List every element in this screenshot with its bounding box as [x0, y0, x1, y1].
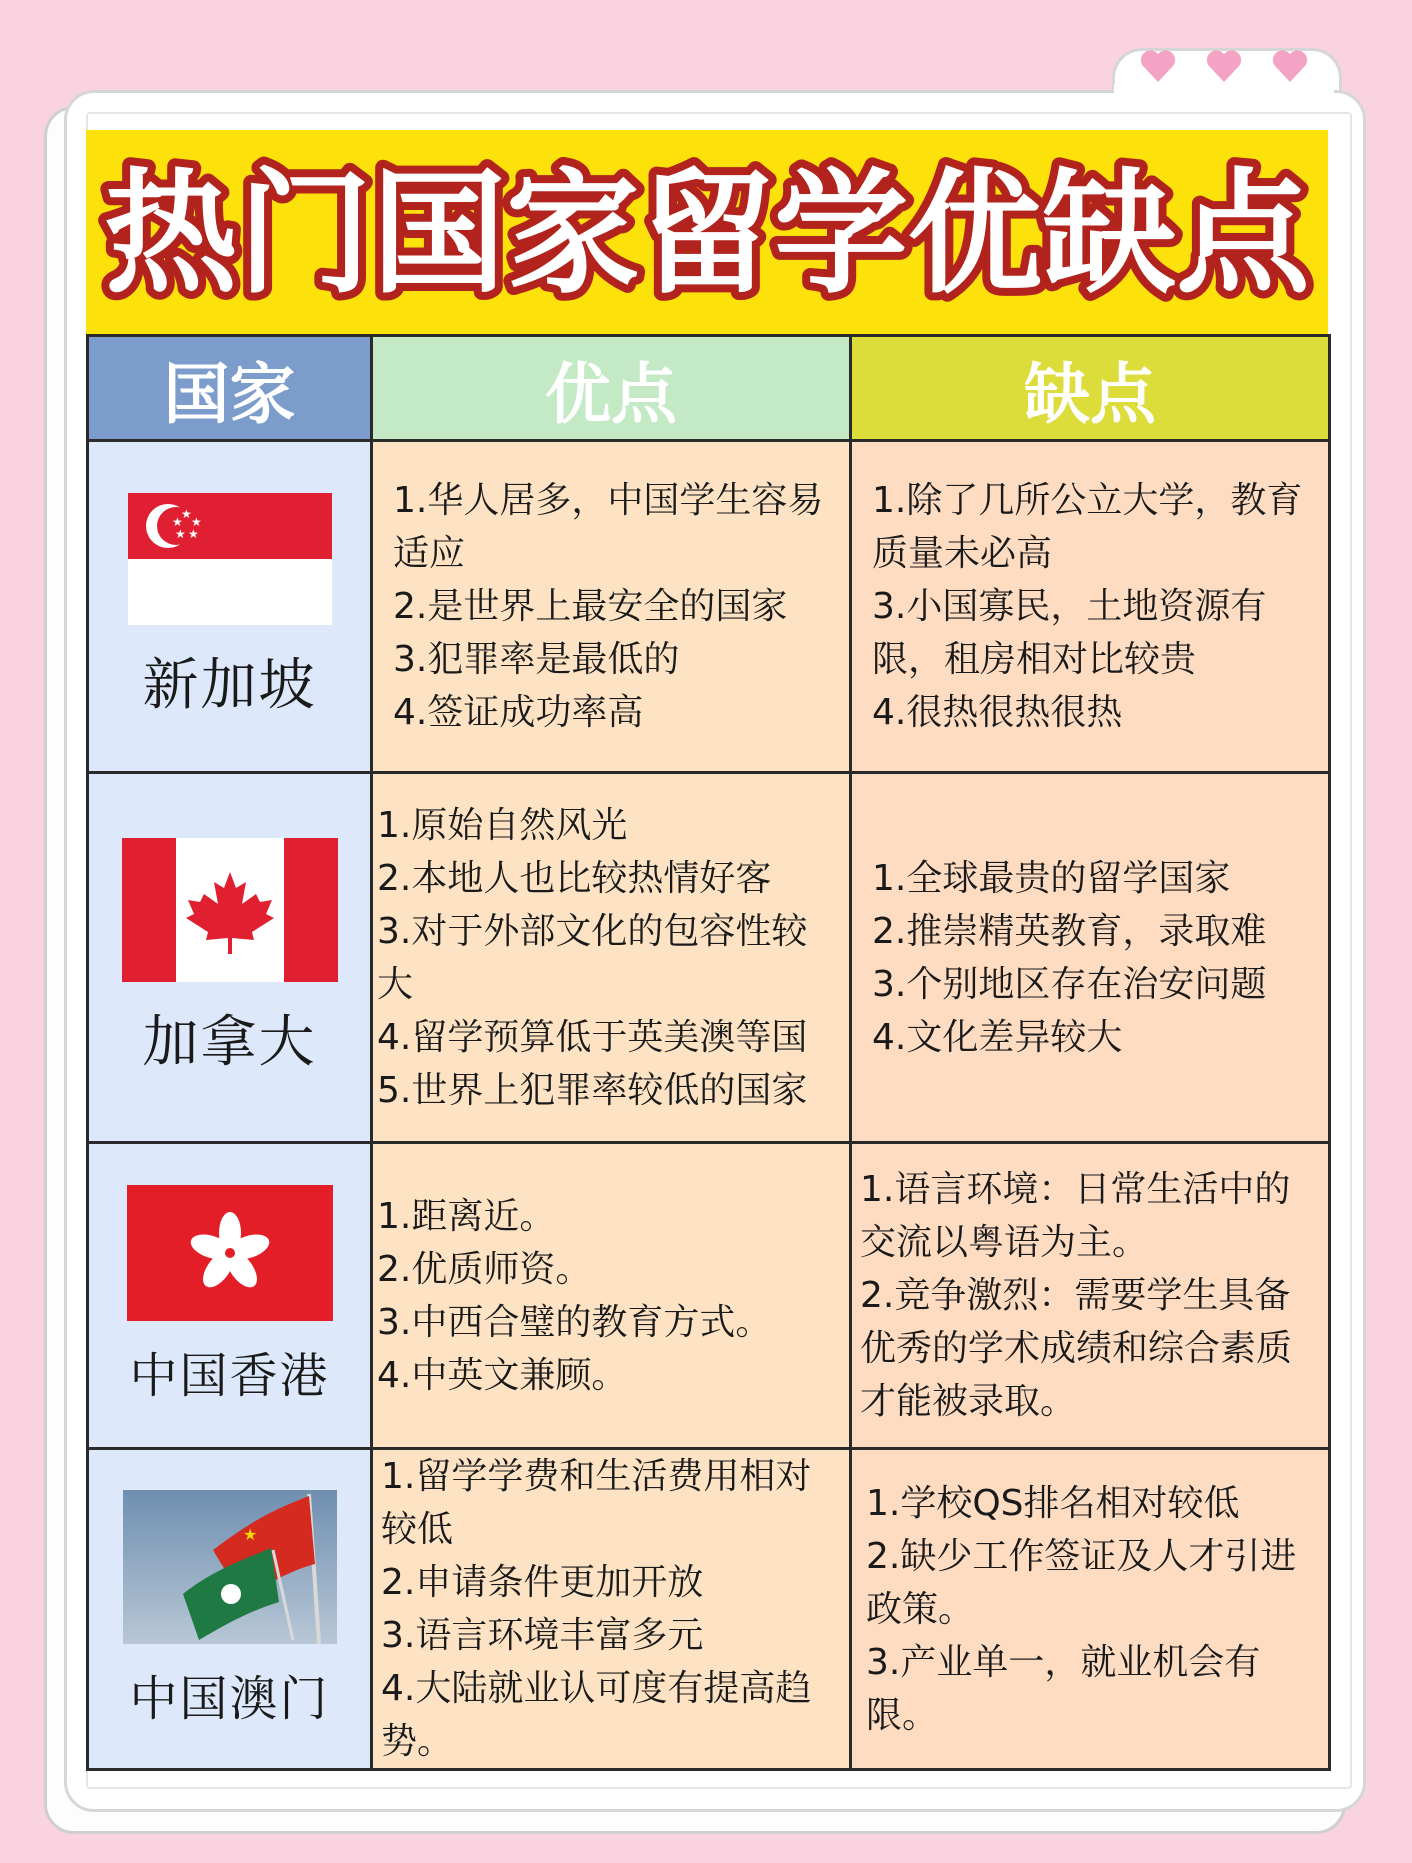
country-name: 新加坡 — [142, 652, 317, 718]
list-item: 1.语言环境：日常生活中的交流以粤语为主。 — [860, 1169, 1291, 1263]
list-item: 3.个别地区存在治安问题 — [872, 963, 1267, 1005]
cons-list — [852, 1477, 1328, 1742]
svg-text:★: ★ — [190, 514, 202, 529]
country-cell — [88, 441, 372, 773]
list-item: 1.学校QS排名相对较低 — [866, 1482, 1240, 1524]
svg-text:★: ★ — [180, 506, 192, 521]
svg-text:★: ★ — [242, 1524, 257, 1544]
cons-list — [852, 1163, 1328, 1428]
cons-cell — [851, 773, 1330, 1143]
svg-text:★: ★ — [171, 514, 183, 529]
pros-cell — [372, 773, 851, 1143]
table-row — [88, 773, 1330, 1143]
list-item: 4.很热很热很热 — [872, 692, 1123, 733]
table-row — [88, 441, 1330, 773]
cons-cell — [851, 1143, 1330, 1449]
list-item: 2.竞争激烈：需要学生具备优秀的学术成绩和综合素质才能被录取。 — [860, 1275, 1293, 1422]
list-item: 1.华人居多，中国学生容易适应 — [393, 480, 824, 574]
country-cell — [88, 773, 372, 1143]
country-name: 加拿大 — [142, 1009, 317, 1075]
heart-icon — [1270, 46, 1310, 86]
canada-flag-icon — [122, 838, 338, 982]
country-name: 中国澳门 — [129, 1670, 330, 1727]
table-row — [88, 1449, 1330, 1770]
list-item: 4.文化差异较大 — [872, 1016, 1123, 1058]
list-item: 3.对于外部文化的包容性较大 — [377, 910, 808, 1005]
list-item: 1.除了几所公立大学，教育质量未必高 — [872, 480, 1303, 574]
list-item: 1.原始自然风光 — [377, 804, 628, 846]
country-cell — [88, 1143, 372, 1449]
list-item: 3.产业单一，就业机会有限。 — [866, 1641, 1261, 1736]
pros-list — [373, 1450, 849, 1768]
country-name: 中国香港 — [129, 1348, 330, 1404]
heart-icon — [1138, 46, 1178, 86]
svg-text:★: ★ — [187, 526, 199, 541]
page-title: 热门国家留学优缺点 — [103, 156, 1311, 312]
cons-list — [852, 474, 1328, 739]
list-item: 2.本地人也比较热情好客 — [377, 857, 772, 899]
list-item: 2.推崇精英教育，录取难 — [872, 910, 1267, 952]
cons-list — [852, 852, 1328, 1064]
list-item: 2.优质师资。 — [377, 1248, 592, 1290]
list-item: 2.缺少工作签证及人才引进政策。 — [866, 1535, 1297, 1630]
header-cons: 缺点 — [851, 336, 1330, 441]
list-item: 3.语言环境丰富多元 — [381, 1615, 704, 1656]
hong-kong-flag-icon — [127, 1185, 333, 1321]
tab-joint — [1114, 84, 1334, 108]
list-item: 5.世界上犯罪率较低的国家 — [377, 1069, 808, 1111]
list-item: 3.小国寡民，土地资源有限，租房相对比较贵 — [872, 586, 1267, 680]
macau-flag-photo — [123, 1490, 337, 1644]
pros-cell — [372, 1143, 851, 1449]
table-header-row — [88, 336, 1330, 441]
pros-cell — [372, 441, 851, 773]
list-item: 1.距离近。 — [377, 1195, 556, 1237]
list-item: 2.申请条件更加开放 — [381, 1562, 704, 1603]
list-item: 4.留学预算低于英美澳等国 — [377, 1016, 808, 1058]
pros-list — [373, 799, 849, 1117]
list-item: 4.大陆就业认可度有提高趋势。 — [381, 1668, 812, 1762]
page-title-graphic — [86, 130, 1328, 334]
header-country: 国家 — [88, 336, 372, 441]
svg-text:★: ★ — [174, 526, 186, 541]
list-item: 1.留学学费和生活费用相对较低 — [381, 1456, 812, 1550]
heart-icon — [1204, 46, 1244, 86]
list-item: 1.全球最贵的留学国家 — [872, 857, 1231, 899]
comparison-table — [86, 334, 1331, 1771]
cons-cell — [851, 441, 1330, 773]
cons-cell — [851, 1449, 1330, 1770]
list-item: 4.签证成功率高 — [393, 692, 644, 733]
header-pros: 优点 — [372, 336, 851, 441]
country-cell — [88, 1449, 372, 1770]
list-item: 4.中英文兼顾。 — [377, 1354, 628, 1396]
pros-list — [373, 474, 849, 739]
list-item: 2.是世界上最安全的国家 — [393, 586, 788, 627]
list-item: 3.中西合璧的教育方式。 — [377, 1301, 772, 1343]
pros-cell — [372, 1449, 851, 1770]
pros-list — [373, 1190, 849, 1402]
title-band — [86, 130, 1328, 334]
table-row — [88, 1143, 1330, 1449]
list-item: 3.犯罪率是最低的 — [393, 639, 680, 680]
singapore-flag-icon — [128, 493, 332, 625]
